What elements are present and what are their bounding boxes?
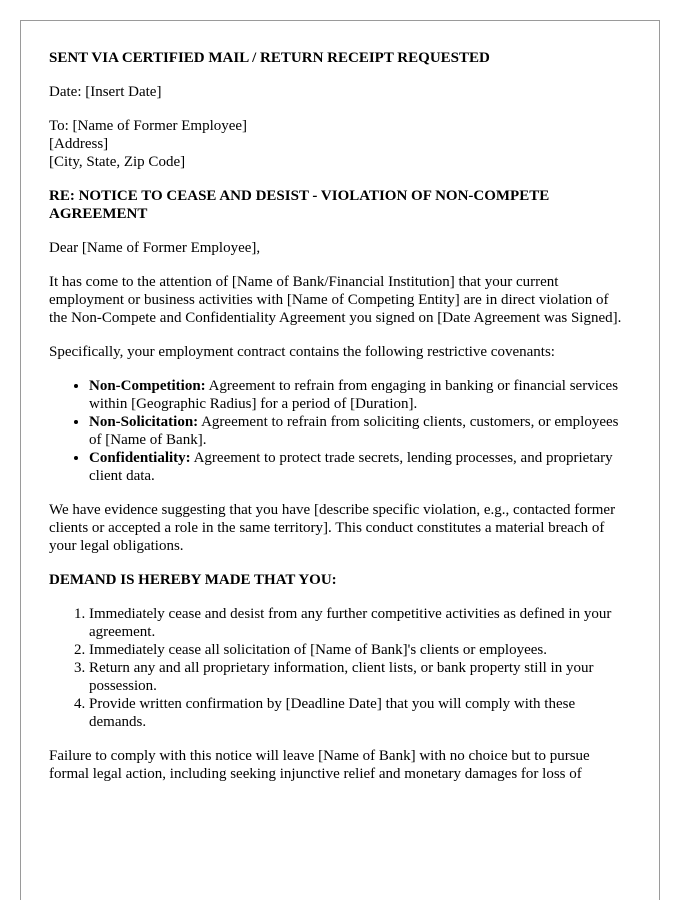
list-item bbox=[89, 377, 629, 413]
evidence-paragraph: We have evidence suggesting that you have [describe specific violation, e.g., contacted former clients or accepted a role in the same territory]. This conduct constitutes a material breach of your legal obligations. bbox=[49, 502, 616, 554]
covenant-term: Non-Solicitation: bbox=[89, 414, 199, 430]
list-item bbox=[89, 449, 629, 485]
list-item: 4. Provide written confirmation by [Deadline Date] that you will comply with these demands. bbox=[89, 695, 629, 731]
recipient-block bbox=[49, 117, 629, 171]
covenant-text: Agreement to protect trade secrets, lending processes, and proprietary client data. bbox=[89, 450, 613, 484]
demand-heading: DEMAND IS HEREBY MADE THAT YOU: bbox=[49, 572, 337, 588]
consequences-paragraph: Failure to comply with this notice will leave [Name of Bank] with no choice but to pursue formal legal action, including seeking injunctive relief and monetary damages for loss of bbox=[49, 748, 590, 782]
recipient-name: To: [Name of Former Employee] bbox=[49, 118, 248, 134]
covenants-intro-paragraph: Specifically, your employment contract contains the following restrictive covenants: bbox=[49, 344, 555, 360]
covenant-text: Agreement to refrain from soliciting clients, customers, or employees of [Name of Bank]. bbox=[89, 414, 619, 448]
covenant-term: Confidentiality: bbox=[89, 450, 191, 466]
opening-paragraph: It has come to the attention of [Name of Bank/Financial Institution] that your current employment or business activities with [Name of Competing Entity] are in direct violation of the Non-Compete and Confidentiality Agreement you signed on [Date Agreement was Signed]. bbox=[49, 274, 622, 326]
salutation: Dear [Name of Former Employee], bbox=[49, 240, 261, 256]
subject-line: RE: NOTICE TO CEASE AND DESIST - VIOLATION OF NON-COMPETE AGREEMENT bbox=[49, 188, 550, 222]
list-item: 3. Return any and all proprietary information, client lists, or bank property still in your possession. bbox=[89, 659, 629, 695]
demands-list bbox=[49, 605, 629, 731]
delivery-method-line: SENT VIA CERTIFIED MAIL / RETURN RECEIPT REQUESTED bbox=[49, 50, 490, 66]
list-item: 2. Immediately cease all solicitation of [Name of Bank]'s clients or employees. bbox=[89, 641, 629, 659]
covenant-text: Agreement to refrain from engaging in banking or financial services within [Geographic Radius] for a period of [Duration]. bbox=[89, 378, 619, 412]
letter-page bbox=[20, 20, 660, 900]
recipient-address: [Address] bbox=[49, 136, 109, 152]
covenant-term: Non-Competition: bbox=[89, 378, 206, 394]
covenants-list bbox=[49, 377, 629, 485]
list-item: 1. Immediately cease and desist from any further competitive activities as defined in your agreement. bbox=[89, 605, 629, 641]
letter-body bbox=[49, 49, 629, 799]
recipient-city: [City, State, Zip Code] bbox=[49, 154, 186, 170]
list-item bbox=[89, 413, 629, 449]
date-line: Date: [Insert Date] bbox=[49, 84, 162, 100]
